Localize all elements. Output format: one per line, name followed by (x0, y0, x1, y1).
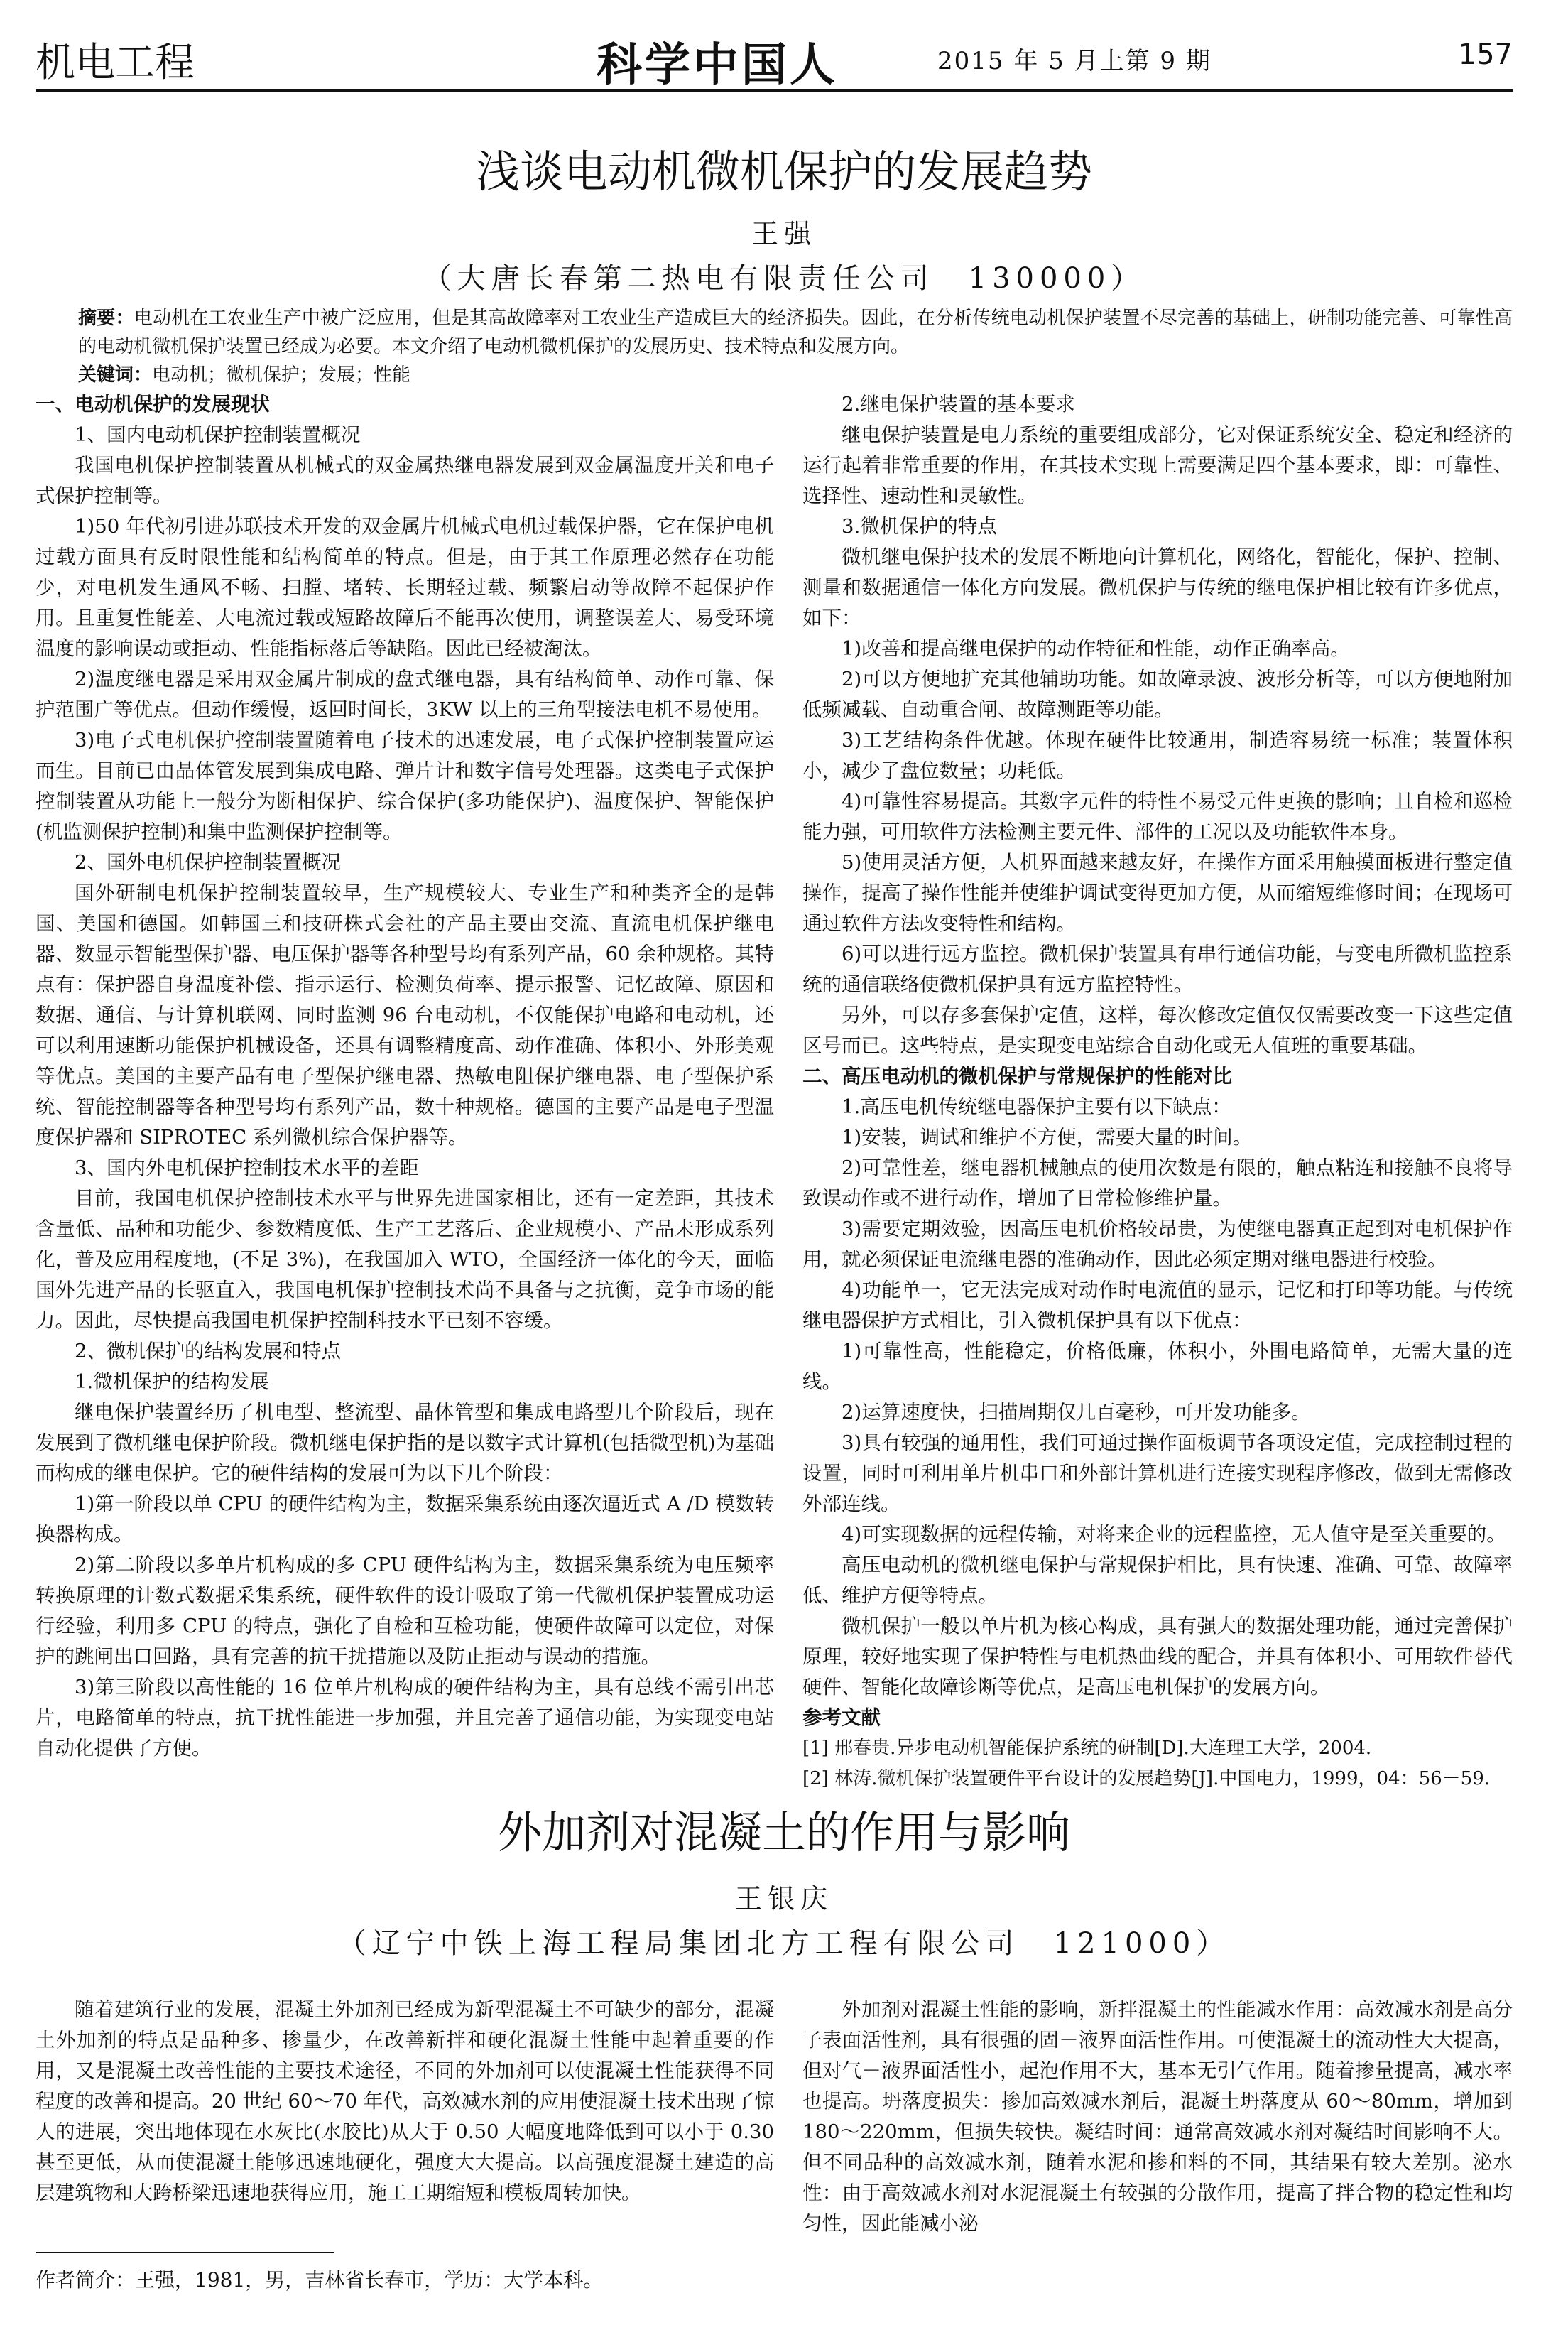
paragraph: 4)功能单一，它无法完成对动作时电流值的显示，记忆和打印等功能。与传统继电器保护方式相比，引入微机保护具有以下优点： (802, 1279, 1513, 1332)
subsection-heading: 2、微机保护的结构发展和特点 (75, 1340, 341, 1362)
subsection-heading: 2.继电保护装置的基本要求 (842, 393, 1075, 416)
paragraph: 5)使用灵活方便，人机界面越来越友好，在操作方面采用触摸面板进行整定值操作，提高了操作性能并使维护调试变得更加方便，从而缩短维修时间；在现场可通过软件方法改变特性和结构。 (802, 851, 1513, 935)
article2-left-column (36, 1995, 774, 2222)
paragraph: 另外，可以存多套保护定值，这样，每次修改定值仅仅需要改变一下这些定值区号而已。这些特点，是实现变电站综合自动化或无人值班的重要基础。 (802, 1004, 1513, 1057)
subsection-heading: 3、国内外电机保护控制技术水平的差距 (75, 1156, 419, 1179)
author-footnote: 作者简介：王强，1981，男，吉林省长春市，学历：大学本科。 (36, 2268, 604, 2292)
paragraph: 3)具有较强的通用性，我们可通过操作面板调节各项设定值，完成控制过程的设置，同时可利用单片机串口和外部计算机进行连接实现程序修改，做到无需修改外部连线。 (802, 1431, 1513, 1515)
paragraph: 继电保护装置是电力系统的重要组成部分，它对保证系统安全、稳定和经济的运行起着非常重要的作用，在其技术实现上需要满足四个基本要求，即：可靠性、选择性、速动性和灵敏性。 (802, 423, 1513, 507)
paragraph: 2)温度继电器是采用双金属片制成的盘式继电器，具有结构简单、动作可靠、保护范围广等优点。但动作缓慢，返回时间长，3KW 以上的三角型接法电机不易使用。 (36, 668, 774, 721)
article2-affiliation: （辽宁中铁上海工程局集团北方工程有限公司 121000） (337, 1927, 1231, 1960)
article1-author: 王强 (751, 218, 817, 249)
paragraph: 微机继电保护技术的发展不断地向计算机化，网络化，智能化，保护、控制、测量和数据通信一体化方向发展。微机保护与传统的继电保护相比较有许多优点，如下： (802, 546, 1513, 629)
journal-logo: 科学中国人 (597, 38, 838, 92)
paragraph: 1)第一阶段以单 CPU 的硬件结构为主，数据采集系统由逐次逼近式 A /D 模数转换器构成。 (36, 1492, 774, 1546)
reference-item: [2] 林涛.微机保护装置硬件平台设计的发展趋势[J].中国电力，1999，04：56－59. (802, 1768, 1491, 1789)
paragraph: 6)可以进行远方监控。微机保护装置具有串行通信功能，与变电所微机监控系统的通信联络使微机保护具有远方监控特性。 (802, 943, 1513, 996)
article1-right-column (802, 389, 1513, 1789)
article2-author: 王银庆 (734, 1883, 833, 1914)
footnote-rule (36, 2252, 334, 2253)
paragraph: 随着建筑行业的发展，混凝土外加剂已经成为新型混凝土不可缺少的部分，混凝土外加剂的特点是品种多、掺量少，在改善新拌和硬化混凝土性能中起着重要的作用，又是混凝土改善性能的主要技术途径，不同的外加剂可以使混凝土性能获得不同程度的改善和提高。20 世纪 60～70 年代，高效减水剂的应用使混凝土技术出现了惊人的进展，突出地体现在水灰比(水胶比)从大于 0.50 大幅度地降低到可以小于 0.30 甚至更低，从而使混凝土能够迅速地硬化，强度大大提高。以高强度混凝土建造的高层建筑物和大跨桥梁迅速地获得应用，施工工期缩短和模板周转加快。 (36, 1998, 774, 2204)
paragraph: 外加剂对混凝土性能的影响，新拌混凝土的性能减水作用：高效减水剂是高分子表面活性剂，具有很强的固－液界面活性作用。可使混凝土的流动性大大提高，但对气－液界面活性小，起泡作用不大，基本无引气作用。随着掺量提高，减水率也提高。坍落度损失：掺加高效减水剂后，混凝土坍落度从 60～80mm，增加到 180～220mm，但损失较快。凝结时间：通常高效减水剂对凝结时间影响不大。但不同品种的高效减水剂，随着水泥和掺和料的不同，其结果有较大差别。泌水性：由于高效减水剂对水泥混凝土有较强的分散作用，提高了拌合物的稳定性和均匀性，因此能减小泌 (802, 1998, 1513, 2235)
paragraph: 3)需要定期效验，因高压电机价格较昂贵，为使继电器真正起到对电机保护作用，就必须保证电流继电器的准确动作，因此必须定期对继电器进行校验。 (802, 1218, 1513, 1271)
issue-info: 2015 年 5 月上第 9 期 (937, 47, 1212, 75)
paragraph: 4)可靠性容易提高。其数字元件的特性不易受元件更换的影响；且自检和巡检能力强，可用软件方法检测主要元件、部件的工况以及功能软件本身。 (802, 790, 1513, 843)
paragraph: 1)安装，调试和维护不方便，需要大量的时间。 (842, 1126, 1253, 1149)
abstract-text: 电动机在工农业生产中被广泛应用，但是其高故障率对工农业生产造成巨大的经济损失。因此，在分析传统电动机保护装置不尽完善的基础上，研制功能完善、可靠性高的电动机微机保护装置已经成为必要。本文介绍了电动机微机保护的发展历史、技术特点和发展方向。 (78, 308, 1513, 357)
references-heading: 参考文献 (802, 1706, 881, 1729)
paragraph: 2)可以方便地扩充其他辅助功能。如故障录波、波形分析等，可以方便地附加低频减载、自动重合闸、故障测距等功能。 (802, 668, 1513, 721)
article2-title: 外加剂对混凝土的作用与影响 (497, 1806, 1070, 1858)
paragraph: 1)50 年代初引进苏联技术开发的双金属片机械式电机过载保护器，它在保护电机过载方面具有反时限性能和结构简单的特点。但是，由于其工作原理必然存在功能少，对电机发生通风不畅、扫膛、堵转、长期轻过载、频繁启动等故障不起保护作用。且重复性能差、大电流过载或短路故障后不能再次使用，调整误差大、易受环境温度的影响误动或拒动、性能指标落后等缺陷。因此已经被淘汰。 (36, 515, 774, 660)
header-rule (36, 89, 1513, 92)
keywords-text: 电动机；微机保护；发展；性能 (152, 364, 411, 386)
paragraph: 2)第二阶段以多单片机构成的多 CPU 硬件结构为主，数据采集系统为电压频率转换原理的计数式数据采集系统，硬件软件的设计吸取了第一代微机保护装置成功运行经验，利用多 CPU 的特点，强化了自检和互检功能，使硬件故障可以定位，对保护的跳闸出口回路，具有完善的抗干扰措施以及防止拒动与误动的措施。 (36, 1554, 774, 1668)
page-number: 157 (1458, 38, 1513, 71)
paragraph: 3)工艺结构条件优越。体现在硬件比较通用，制造容易统一标准；装置体积小，减少了盘位数量；功耗低。 (802, 729, 1513, 782)
article1-affiliation: （大唐长春第二热电有限责任公司 130000） (423, 262, 1145, 295)
article1-keywords (78, 361, 1513, 389)
page-header (36, 28, 1513, 92)
subsection-heading: 2、国外电机保护控制装置概况 (75, 851, 341, 874)
section-heading: 一、电动机保护的发展现状 (36, 393, 270, 416)
paragraph: 2)可靠性差，继电器机械触点的使用次数是有限的，触点粘连和接触不良将导致误动作或不进行动作，增加了日常检修维护量。 (802, 1156, 1513, 1210)
abstract-label: 摘要： (78, 308, 134, 329)
paragraph: 国外研制电机保护控制装置较早，生产规模较大、专业生产和种类齐全的是韩国、美国和德国。如韩国三和技研株式会社的产品主要由交流、直流电机保护继电器、数显示智能型保护器、电压保护器等各种型号均有系列产品，60 余种规格。其特点有：保护器自身温度补偿、指示运行、检测负荷率、提示报警、记忆故障、原因和数据、通信、与计算机联网、同时监测 96 台电动机，不仅能保护电路和电动机，还可以利用速断功能保护机械设备，还具有调整精度高、动作准确、体积小、外形美观等优点。美国的主要产品有电子型保护继电器、热敏电阻保护继电器、电子型保护系统、智能控制器等各种型号均有系列产品，数十种规格。德国的主要产品是电子型温度保护器和 SIPROTEC 系列微机综合保护器等。 (36, 882, 774, 1149)
article1-abstract (78, 304, 1513, 361)
paragraph: 我国电机保护控制装置从机械式的双金属热继电器发展到双金属温度开关和电子式保护控制等。 (36, 454, 774, 507)
paragraph: 3)电子式电机保护控制装置随着电子技术的迅速发展，电子式保护控制装置应运而生。目前已由晶体管发展到集成电路、弹片计和数字信号处理器。这类电子式保护控制装置从功能上一般分为断相保护、综合保护(多功能保护)、温度保护、智能保护(机监测保护控制)和集中监测保护控制等。 (36, 729, 774, 843)
article1-title: 浅谈电动机微机保护的发展趋势 (475, 146, 1092, 197)
article1-left-column (36, 389, 774, 1782)
subsection-heading: 1.微机保护的结构发展 (75, 1370, 269, 1393)
subsection-heading: 1、国内电动机保护控制装置概况 (75, 423, 361, 446)
paragraph: 4)可实现数据的远程传输，对将来企业的远程监控，无人值守是至关重要的。 (842, 1523, 1506, 1546)
keywords-label: 关键词： (78, 364, 153, 386)
reference-item: [1] 邢春贵.异步电动机智能保护系统的研制[D].大连理工大学，2004. (802, 1738, 1372, 1759)
subsection-heading: 1.高压电机传统继电器保护主要有以下缺点： (842, 1095, 1231, 1118)
paragraph: 1)可靠性高，性能稳定，价格低廉，体积小，外围电路简单，无需大量的连线。 (802, 1340, 1513, 1393)
section-name: 机电工程 (36, 40, 195, 86)
section-heading: 二、高压电动机的微机保护与常规保护的性能对比 (802, 1065, 1232, 1088)
paragraph: 1)改善和提高继电保护的动作特征和性能，动作正确率高。 (842, 637, 1350, 660)
paragraph: 继电保护装置经历了机电型、整流型、晶体管型和集成电路型几个阶段后，现在发展到了微机继电保护阶段。微机继电保护指的是以数字式计算机(包括微型机)为基础而构成的继电保护。它的硬件结构的发展可为以下几个阶段： (36, 1401, 774, 1485)
subsection-heading: 3.微机保护的特点 (842, 515, 997, 538)
paragraph: 3)第三阶段以高性能的 16 位单片机构成的硬件结构为主，具有总线不需引出芯片，电路简单的特点，抗干扰性能进一步加强，并且完善了通信功能，为实现变电站自动化提供了方便。 (36, 1676, 774, 1760)
paragraph: 微机保护一般以单片机为核心构成，具有强大的数据处理功能，通过完善保护原理，较好地实现了保护特性与电机热曲线的配合，并具有体积小、可用软件替代硬件、智能化故障诊断等优点，是高压电机保护的发展方向。 (802, 1615, 1513, 1698)
paragraph: 高压电动机的微机继电保护与常规保护相比，具有快速、准确、可靠、故障率低、维护方便等特点。 (802, 1554, 1513, 1607)
paragraph: 目前，我国电机保护控制技术水平与世界先进国家相比，还有一定差距，其技术含量低、品种和功能少、参数精度低、生产工艺落后、企业规模小、产品未形成系列化，普及应用程度地，(不足 3%)，在我国加入 WTO，全国经济一体化的今天，面临国外先进产品的长驱直入，我国电机保护控制技术尚不具备与之抗衡，竞争市场的能力。因此，尽快提高我国电机保护控制科技水平已刻不容缓。 (36, 1187, 774, 1332)
paragraph: 2)运算速度快，扫描周期仅几百毫秒，可开发功能多。 (842, 1401, 1311, 1424)
article2-right-column (802, 1995, 1513, 2235)
